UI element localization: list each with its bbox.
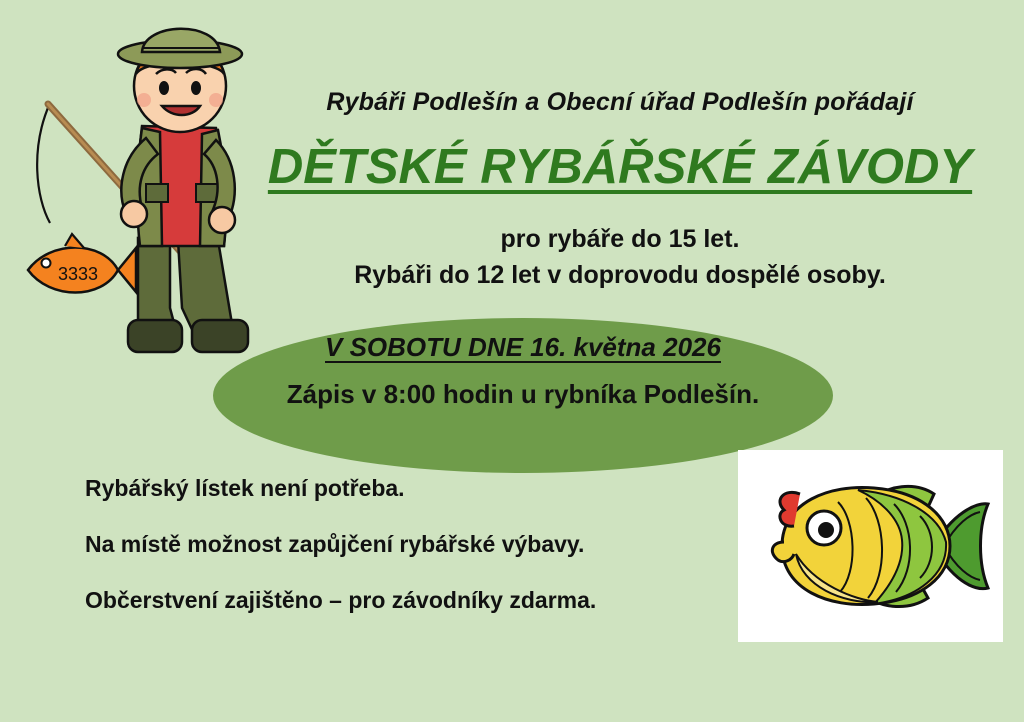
headline-block (230, 88, 1010, 290)
svg-text:3333: 3333 (58, 264, 99, 284)
orange-fish-illustration (28, 234, 136, 293)
note-item: Na místě možnost zapůjčení rybářské výbavy. (85, 531, 585, 557)
note-item: Rybářský lístek není potřeba. (85, 475, 405, 501)
organizers-line: Rybáři Podlešín a Obecní úřad Podlešín pořádají (326, 88, 914, 116)
subtitle-accompaniment: Rybáři do 12 let v doprovodu dospělé osoby. (354, 261, 886, 289)
note-item: Občerstvení zajištěno – pro závodníky zdarma. (85, 587, 597, 613)
green-yellow-fish-illustration (738, 450, 1003, 642)
event-date: V SOBOTU DNE 16. května 2026 (325, 332, 721, 362)
notes-list (85, 475, 705, 643)
date-block (213, 332, 833, 410)
poster-title: DĚTSKÉ RYBÁŘSKÉ ZÁVODY (267, 140, 973, 194)
subtitle-age-limit: pro rybáře do 15 let. (500, 225, 740, 253)
event-place: Zápis v 8:00 hodin u rybníka Podlešín. (286, 379, 760, 409)
fish-image-box (738, 450, 1003, 642)
